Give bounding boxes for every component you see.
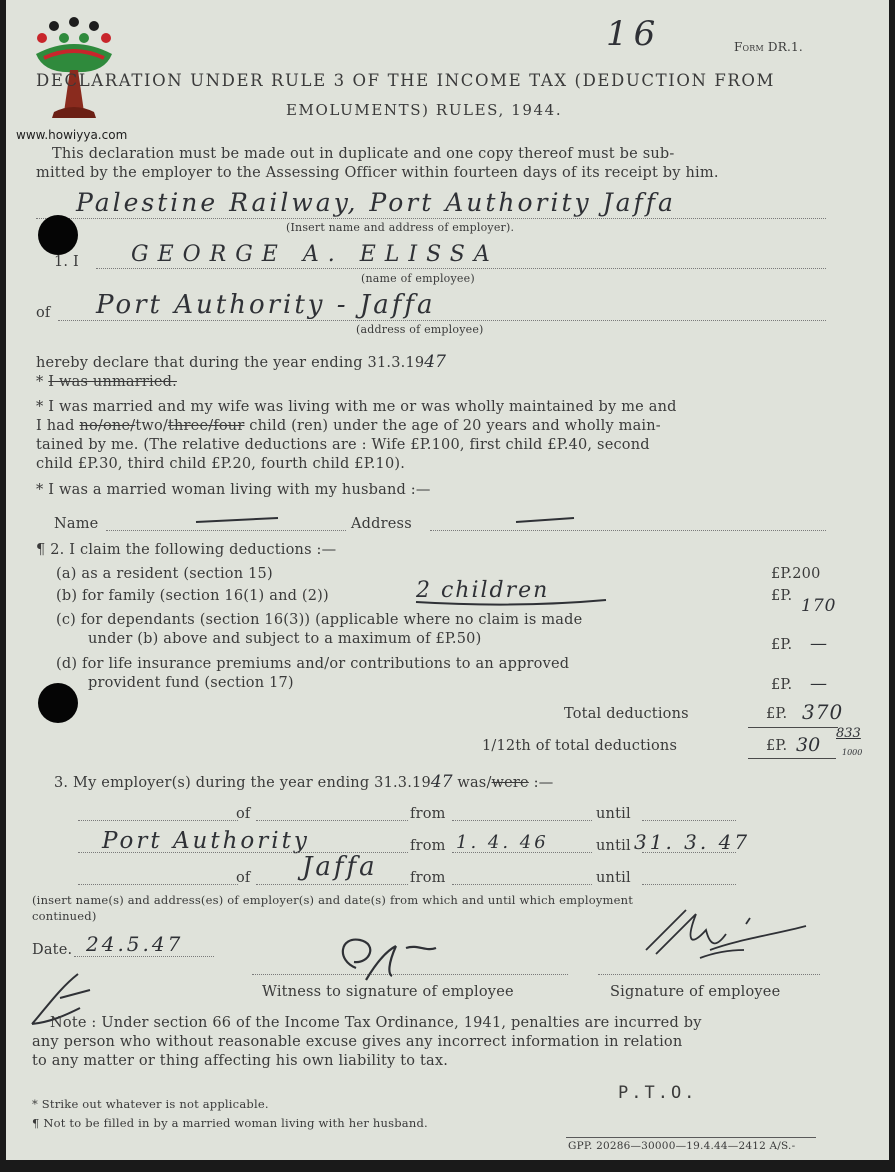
- form-title-line2: EMOLUMENTS) RULES, 1944.: [286, 101, 563, 119]
- signature-label: Signature of employee: [610, 984, 781, 1000]
- deduction-b-text: (b) for family (section 16(1) and (2)): [56, 588, 329, 604]
- howiyya-url: www.howiyya.com: [16, 128, 128, 142]
- twelfth-amount: £P.: [766, 738, 788, 754]
- note-line3: to any matter or thing affecting his own liability to tax.: [32, 1053, 449, 1069]
- printer-code: GPP. 20286—30000—19.4.44—2412 A/S.-: [568, 1140, 796, 1152]
- punch-hole-top: [38, 215, 78, 255]
- total-amount: £P.: [766, 706, 788, 722]
- claim-heading: ¶ 2. I claim the following deductions :—: [36, 542, 337, 558]
- married-line1: * I was married and my wife was living with me or was wholly maintained by me and: [36, 399, 677, 415]
- employee-name-value: GEORGE A. ELISSA: [131, 242, 499, 267]
- twelfth-fraction-denominator: 1000: [842, 748, 863, 757]
- employer-row-until: 31. 3. 47: [634, 830, 751, 854]
- row3-until: until: [596, 870, 631, 886]
- deduction-b-amount: £P.: [771, 588, 793, 604]
- employer-value: Palestine Railway, Port Authority Jaffa: [76, 188, 676, 217]
- of-label: of: [36, 305, 51, 321]
- row1-from: from: [410, 806, 446, 822]
- row1-of: of: [236, 806, 251, 822]
- row2-until: until: [596, 838, 631, 854]
- employer-caption: (Insert name and address of employer).: [286, 221, 515, 234]
- employee-name-caption: (name of employee): [361, 272, 475, 285]
- deduction-c-text2: under (b) above and subject to a maximum of £P.50): [88, 631, 482, 647]
- deduction-b-underline: [416, 598, 616, 608]
- unmarried-text: I was unmarried.: [48, 374, 177, 390]
- deduction-d-amount: £P.: [771, 677, 793, 693]
- page-number: 16: [606, 14, 662, 54]
- note-line2: any person who without reasonable excuse gives any incorrect information in relation: [32, 1034, 683, 1050]
- name-dash-mark: [196, 514, 596, 530]
- employer-row-of: Jaffa: [302, 852, 378, 882]
- employer-row-name: Port Authority: [102, 828, 310, 854]
- date-label: Date.: [32, 942, 73, 958]
- twelfth-fraction-numerator: 833: [836, 726, 861, 741]
- deduction-d-value: —: [810, 674, 830, 694]
- total-value: 370: [802, 700, 844, 724]
- deduction-c-value: —: [810, 634, 830, 654]
- punch-hole-bottom: [38, 683, 78, 723]
- married-woman-line: * I was a married woman living with my husband :—: [36, 482, 431, 498]
- deduction-d-text2: provident fund (section 17): [88, 675, 294, 691]
- row2-from: from: [410, 838, 446, 854]
- insert-note-line2: continued): [32, 909, 97, 923]
- insert-note-line1: (insert name(s) and address(es) of employer(s) and date(s) from which and until which employment: [32, 893, 634, 907]
- note-line1: Note : Under section 66 of the Income Tax Ordinance, 1941, penalties are incurred by: [50, 1015, 702, 1031]
- form-page: [6, 0, 889, 1160]
- deduction-a-amount: £P.200: [771, 566, 821, 582]
- name-label: Name: [54, 516, 99, 532]
- employer-row-from: 1. 4. 46: [456, 832, 549, 853]
- declare-text-label: hereby declare that during the year ending 31.3.19: [36, 355, 425, 371]
- pto-label: P.T.O.: [618, 1083, 698, 1103]
- married-line4: child £P.30, third child £P.20, fourth child £P.10).: [36, 456, 406, 472]
- deduction-a-text: (a) as a resident (section 15): [56, 566, 273, 582]
- witness-signature: [326, 930, 456, 990]
- employee-address-caption: (address of employee): [356, 323, 484, 336]
- deduction-c-amount: £P.: [771, 637, 793, 653]
- form-number: Form DR.1.: [734, 40, 803, 54]
- row3-from: from: [410, 870, 446, 886]
- witness-label: Witness to signature of employee: [262, 984, 514, 1000]
- employee-address-value: Port Authority - Jaffa: [96, 290, 436, 320]
- row3-of: of: [236, 870, 251, 886]
- date-value: 24.5.47: [86, 932, 184, 956]
- declare-year: 47: [424, 352, 446, 372]
- item1-prefix: 1. I: [54, 254, 79, 270]
- deduction-c-text: (c) for dependants (section 16(3)) (applicable where no claim is made: [56, 612, 583, 628]
- unmarried-line: * I was unmarried.: [36, 374, 177, 390]
- employee-signature: [626, 900, 816, 980]
- intro-line2: mitted by the employer to the Assessing Officer within fourteen days of its receipt by him.: [36, 165, 719, 181]
- item3-line: 3. My employer(s) during the year ending 31.3.1947 was/were :—: [54, 772, 554, 792]
- deduction-b-value: 170: [801, 596, 837, 616]
- form-title-line1: DECLARATION UNDER RULE 3 OF THE INCOME TAX (DEDUCTION FROM: [36, 71, 776, 90]
- married-line3: tained by me. (The relative deductions are : Wife £P.100, first child £P.40, second: [36, 437, 650, 453]
- footnote-strike-out: * Strike out whatever is not applicable.: [32, 1097, 269, 1111]
- twelfth-label: 1/12th of total deductions: [482, 738, 678, 754]
- married-line2: I had no/one/two/three/four child (ren) under the age of 20 years and wholly main-: [36, 418, 661, 434]
- row1-until: until: [596, 806, 631, 822]
- deduction-b-note: 2 children: [416, 578, 550, 603]
- footnote-not-filled: ¶ Not to be filled in by a married woman living with her husband.: [32, 1116, 428, 1130]
- intro-line1: This declaration must be made out in duplicate and one copy thereof must be sub-: [52, 146, 675, 162]
- deduction-d-text: (d) for life insurance premiums and/or contributions to an approved: [56, 656, 570, 672]
- declare-text: [36, 352, 446, 372]
- address-label: Address: [351, 516, 412, 532]
- total-label: Total deductions: [564, 706, 689, 722]
- twelfth-value: 30: [796, 734, 821, 756]
